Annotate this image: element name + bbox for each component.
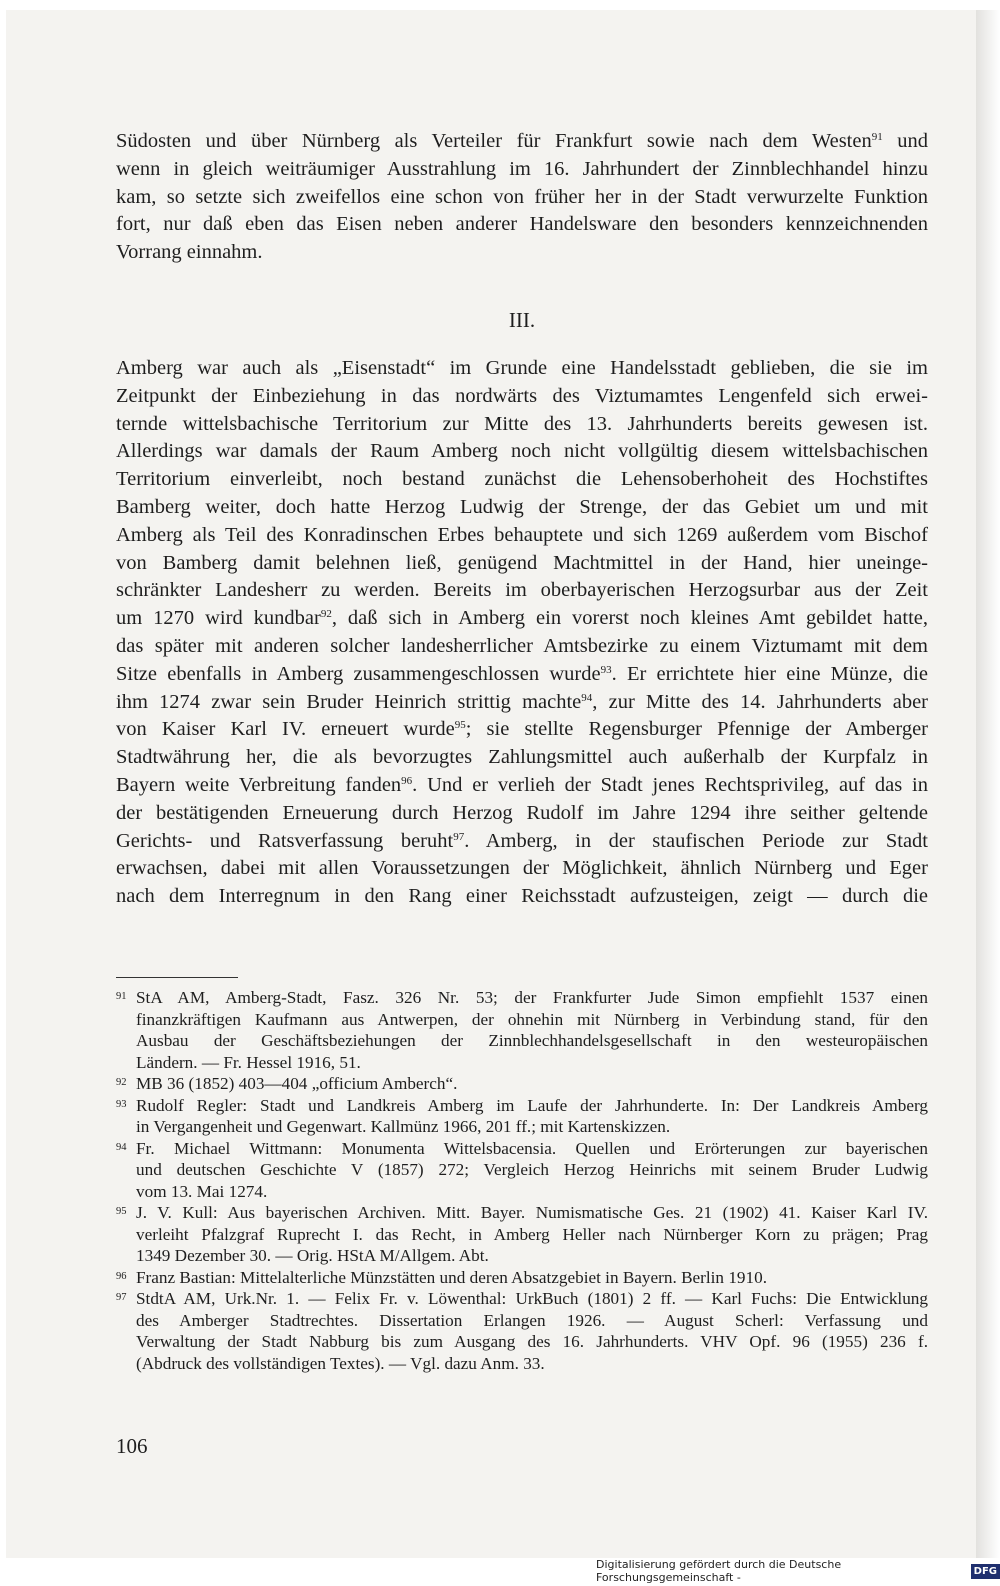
footnote-line: Verwaltung der Stadt Nabburg bis zum Ausgang des 16. Jahrhunderts. VHV Opf. 96 (1955) 236 f. [136,1332,928,1351]
footnote [116,1202,928,1267]
footnote-number: 97 [116,1292,127,1303]
footnote-line: Rudolf Regler: Stadt und Landkreis Amberg im Laufe der Jahrhunderte. In: Der Landkreis Amberg [136,1095,928,1115]
footnote-line: Ausbau der Geschäftsbeziehungen der Zinnblechhandelsgesellschaft in den westeuropäischen [136,1031,928,1050]
footnote-line: 1349 Dezember 30. — Orig. HStA M/Allgem. Abt. [136,1246,489,1265]
footnote-line: Ländern. — Fr. Hessel 1916, 51. [136,1052,361,1072]
text-line: Sitze ebenfalls in Amberg zusammengeschlossen wurde$^{93}$. Er errichtete hier eine Münze, die [116,662,928,685]
footnote [116,1073,928,1095]
footnote-line: StdtA AM, Urk.Nr. 1. — Felix Fr. v. Löwenthal: UrkBuch (1801) 2 ff. — Karl Fuchs: Die Entwicklung [136,1289,928,1308]
footnote [116,1095,928,1138]
text-line: Gerichts- und Ratsverfassung beruht$^{97}$. Amberg, in der staufischen Periode zur Stadt [116,829,929,852]
text-line: nach dem Interregnum in den Rang einer Reichsstadt aufzusteigen, zeigt — durch die [116,885,928,908]
digitization-credit [596,1558,1000,1584]
text-line: ihm 1274 zwar sein Bruder Heinrich strittig machte$^{94}$, zur Mitte des 14. Jahrhunderts aber [116,690,928,713]
text-line: kam, so setzte sich zweifellos eine schon von früher her in der Stadt verwurzelte Funktion [116,185,928,208]
footnote-ref[interactable]: 97 [453,830,465,843]
footnote-ref[interactable]: 91 [871,131,883,143]
footnote-line: Fr. Michael Wittmann: Monumenta Wittelsbacensia. Quellen und Erörterungen zur bayerischen [136,1138,928,1158]
footnote-ref[interactable]: 92 [320,608,332,621]
footnote-number: 93 [116,1098,127,1110]
footnote-line: und deutschen Geschichte V (1857) 272; Vergleich Herzog Heinrichs mit seinem Bruder Ludwig [136,1160,928,1179]
footnote-line: J. V. Kull: Aus bayerischen Archiven. Mitt. Bayer. Numismatische Ges. 21 (1902) 41. Kaiser Karl IV. [136,1203,928,1222]
text-line: fort, nur daß eben das Eisen neben anderer Handelsware den besonders kennzeichnenden [116,213,928,236]
dfg-logo: DFG [971,1564,1000,1579]
footnote-separator [116,977,238,978]
footnote [116,1138,928,1203]
footnote [116,987,928,1073]
footnote-number: 96 [116,1270,127,1282]
text-line: Amberg war auch als „Eisenstadt“ im Grunde eine Handelsstadt geblieben, die sie im [116,357,928,379]
footnote [116,1267,928,1289]
text-line: von Kaiser Karl IV. erneuert wurde$^{95}$; sie stellte Regensburger Pfennige der Amberger [116,718,928,741]
footnote-line: in Vergangenheit und Gegenwart. Kallmünz 1966, 201 ff.; mit Kartenskizzen. [136,1117,671,1136]
text-line: Amberg als Teil des Konradinschen Erbes behauptete und sich 1269 außerdem vom Bischof [116,523,928,546]
footnote-line: vom 13. Mai 1274. [136,1181,268,1201]
text-line: Allerdings war damals der Raum Amberg noch nicht vollgültig diesem wittelsbachischen [116,440,928,463]
text-line: Bamberg weiter, doch hatte Herzog Ludwig der Strenge, der das Gebiet um und mit [116,495,928,518]
section-heading: III. [508,308,536,332]
text-line: der bestätigenden Erneuerung durch Herzog Rudolf im Jahre 1294 ihre seither geltende [116,801,928,824]
footnote-line: MB 36 (1852) 403—404 „officium Amberch“. [136,1074,458,1093]
text-line: von Bamberg damit belehnen ließ, genügend Machtmittel in der Hand, hier uneinge- [116,551,928,574]
credit-text: Digitalisierung gefördert durch die Deutsche Forschungsgemeinschaft - [596,1558,842,1584]
page-number: 106 [116,1434,148,1458]
footnote-number: 92 [116,1077,127,1088]
text-line: ternde wittelsbachische Territorium zur Mitte des 13. Jahrhunderts bereits gewesen ist. [116,412,928,435]
footnote-line: Franz Bastian: Mittelalterliche Münzstätten und deren Absatzgebiet in Bayern. Berlin 1910. [136,1267,767,1287]
footnote-ref[interactable]: 94 [581,691,593,704]
text-line: Stadtwährung her, die als bevorzugtes Zahlungsmittel auch außerhalb der Kurpfalz in [116,746,928,769]
scan-edge-shadow [976,10,1000,1558]
footnote [116,1288,928,1374]
text-line: erwachsen, dabei mit allen Voraussetzungen der Möglichkeit, ähnlich Nürnberg und Eger [116,857,928,880]
footnote-line: finanzkräftigen Kaufmann aus Antwerpen, der ohnehin mit Nürnberg in Verbindung stand, für den [136,1009,928,1029]
footnote-number: 95 [116,1206,127,1217]
opening-paragraph [116,128,928,267]
footnotes [116,987,928,1374]
footnote-line: verleiht Pfalzgraf Ruprecht I. das Recht, in Amberg Heller nach Nürnberger Korn zu prägen; Prag [136,1224,928,1244]
text-line: Territorium einverleibt, noch bestand zunächst die Lehensoberhoheit des Hochstiftes [116,468,928,491]
footnote-number: 94 [116,1141,127,1153]
text-line: wenn in gleich weiträumiger Ausstrahlung im 16. Jahrhundert der Zinnblechhandel hinzu [116,157,928,180]
footnote-ref[interactable]: 93 [600,663,612,676]
footnote-ref[interactable]: 96 [401,774,413,787]
main-paragraph [116,355,928,911]
footnote-ref[interactable]: 95 [454,719,466,732]
footnote-number: 91 [116,991,127,1002]
text-line: Südosten und über Nürnberg als Verteiler für Frankfurt sowie nach dem Westen$^{91}$ und [116,130,928,152]
text-line: das später mit anderen solcher landesherrlicher Amtsbezirke zu einem Viztumamt mit dem [116,634,928,657]
text-line: Bayern weite Verbreitung fanden$^{96}$. Und er verlieh der Stadt jenes Rechtsprivileg, auf das in [116,773,928,796]
footnote-line: (Abdruck des vollständigen Textes). — Vgl. dazu Anm. 33. [136,1353,545,1373]
text-line: Zeitpunkt der Einbeziehung in das nordwärts des Viztumamtes Lengenfeld sich erwei- [116,384,928,407]
text-line: Vorrang einnahm. [116,241,263,264]
footnote-line: StA AM, Amberg-Stadt, Fasz. 326 Nr. 53; der Frankfurter Jude Simon empfiehlt 1537 einen [136,988,928,1007]
text-line: schränkter Landesherr zu werden. Bereits im oberbayerischen Herzogsurbar aus der Zeit [116,579,928,602]
footnote-line: des Amberger Stadtrechtes. Dissertation Erlangen 1926. — August Scherl: Verfassung und [136,1310,928,1330]
text-line: um 1270 wird kundbar$^{92}$, daß sich in Amberg ein vorerst noch kleines Amt gebildet hatte, [116,607,928,630]
